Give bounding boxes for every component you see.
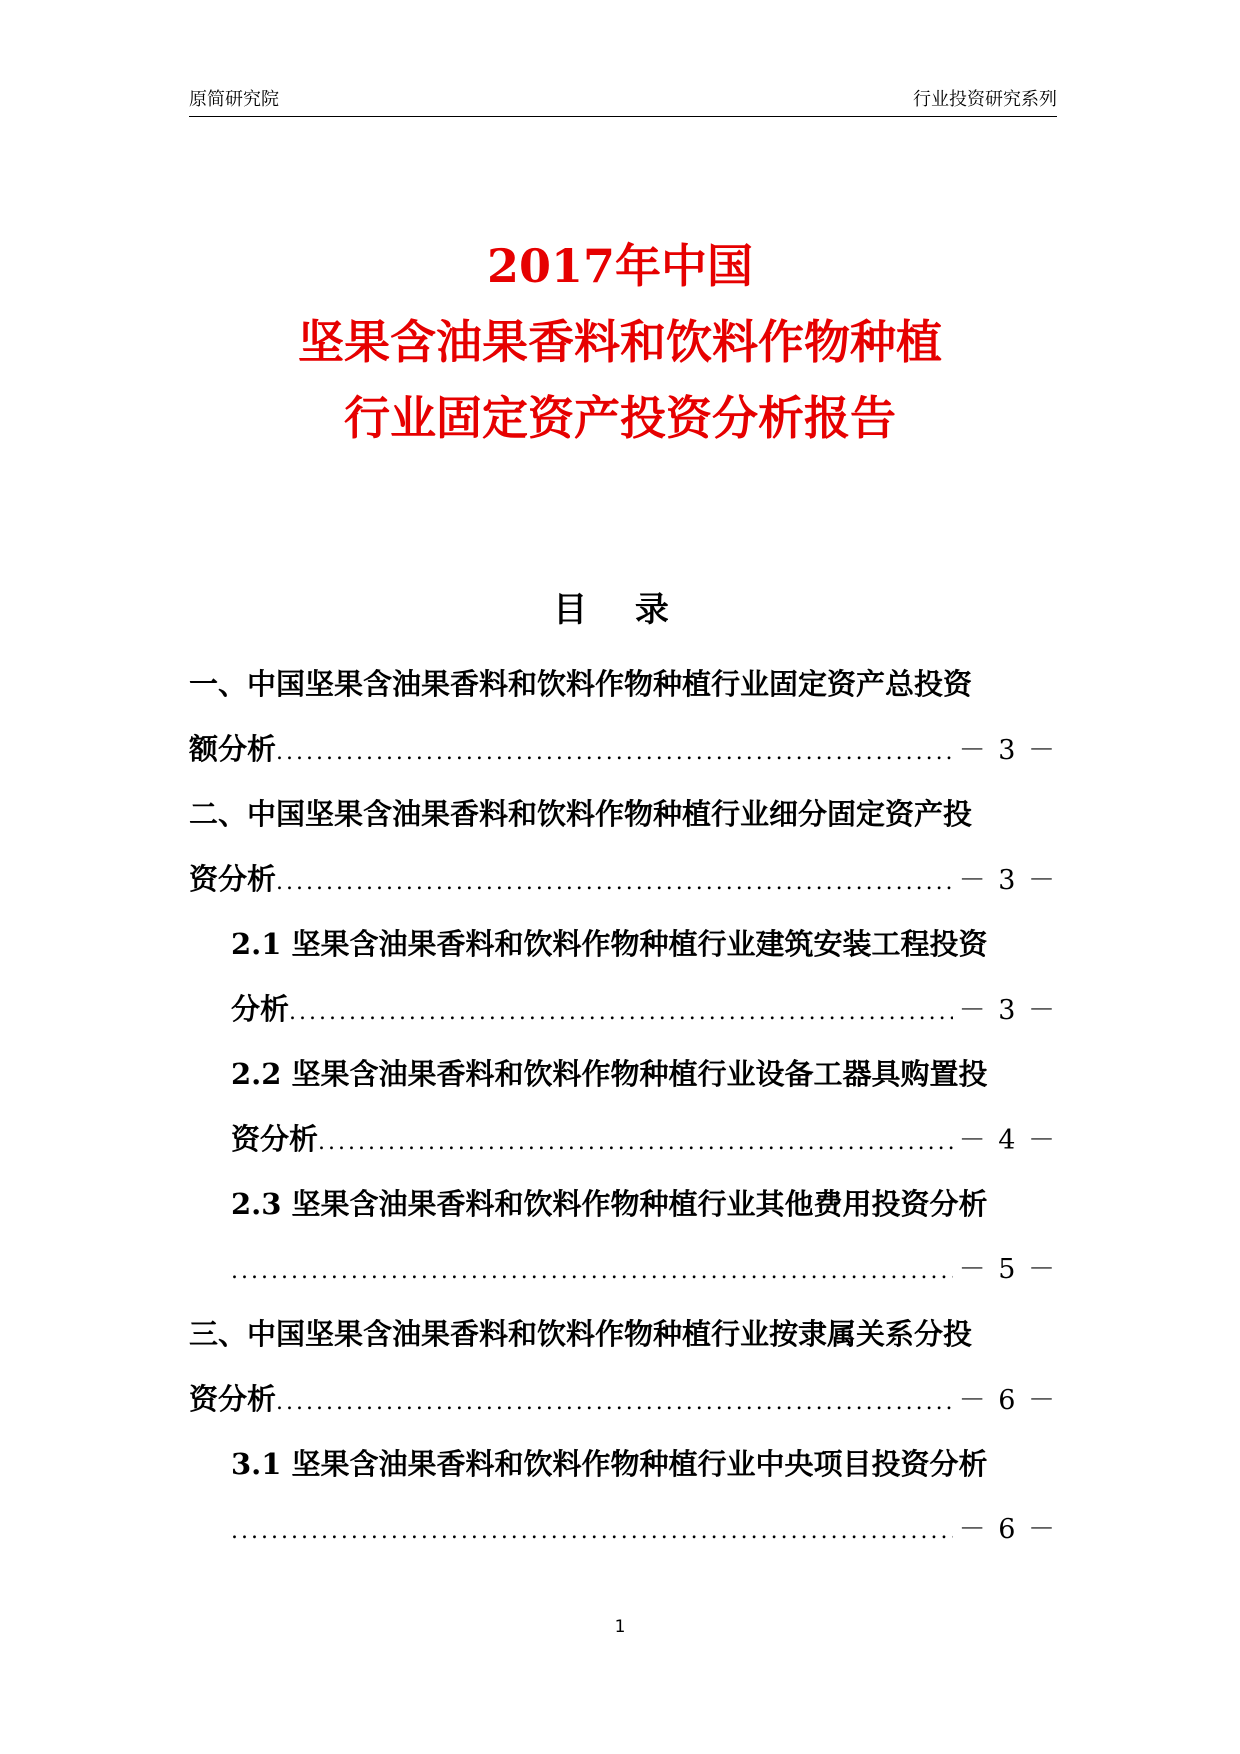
toc-entry-2-1[interactable] [189,912,1057,1042]
toc-leader-dots [231,1239,953,1304]
toc-entry-title: 3.1 坚果含油果香料和饮料作物种植行业中央项目投资分析 [231,1447,988,1481]
toc-entry-1[interactable] [189,652,1057,782]
header-publisher: 原简研究院 [189,89,279,110]
page-number: 1 [614,1617,626,1637]
toc-entry-title: 2.3 坚果含油果香料和饮料作物种植行业其他费用投资分析 [231,1187,988,1221]
toc-entry-title: 2.2 坚果含油果香料和饮料作物种植行业设备工器具购置投 [231,1057,988,1091]
title-line-3: 行业固定资产投资分析报告 [344,391,896,445]
title-line-1: 2017年中国 [486,239,754,293]
toc-entry-2-2[interactable] [189,1042,1057,1172]
toc-page-number: － 3 － [958,995,1057,1026]
page-header [189,88,1057,117]
toc-entry-title: 一、中国坚果含油果香料和饮料作物种植行业固定资产总投资 [189,667,973,701]
toc-page-number: － 3 － [958,735,1057,766]
toc-heading: 目 录 [553,590,687,630]
toc-leader-dots [289,980,953,1045]
toc-entry-2[interactable] [189,782,1057,912]
toc-entry-title-cont: 资分析 [189,862,277,896]
toc-page-number: － 6 － [958,1385,1057,1416]
toc-entry-title: 三、中国坚果含油果香料和饮料作物种植行业按隶属关系分投 [189,1317,973,1351]
title-line-2: 坚果含油果香料和饮料作物种植 [298,315,942,369]
toc-page-number: － 5 － [958,1254,1057,1285]
toc-leader-dots [318,1110,953,1175]
report-title [0,228,1240,456]
toc-entry-title-cont: 资分析 [189,1382,277,1416]
toc-leader-dots [276,1370,953,1435]
toc-entry-3[interactable] [189,1302,1057,1432]
toc-entry-3-1[interactable] [189,1432,1057,1562]
toc-leader-dots [276,850,953,915]
toc-entry-title-cont: 资分析 [231,1122,319,1156]
toc-entry-title-cont: 分析 [231,992,290,1026]
toc-entry-title-cont: 额分析 [189,732,277,766]
toc-page-number: － 6 － [958,1514,1057,1545]
toc-entry-title: 二、中国坚果含油果香料和饮料作物种植行业细分固定资产投 [189,797,973,831]
toc-entry-title: 2.1 坚果含油果香料和饮料作物种植行业建筑安装工程投资 [231,927,988,961]
toc-page-number: － 3 － [958,865,1057,896]
toc-leader-dots [231,1499,953,1564]
header-series: 行业投资研究系列 [913,89,1057,110]
toc-entry-2-3[interactable] [189,1172,1057,1302]
toc-leader-dots [276,720,953,785]
toc-page-number: － 4 － [958,1125,1057,1156]
table-of-contents [189,652,1057,1562]
